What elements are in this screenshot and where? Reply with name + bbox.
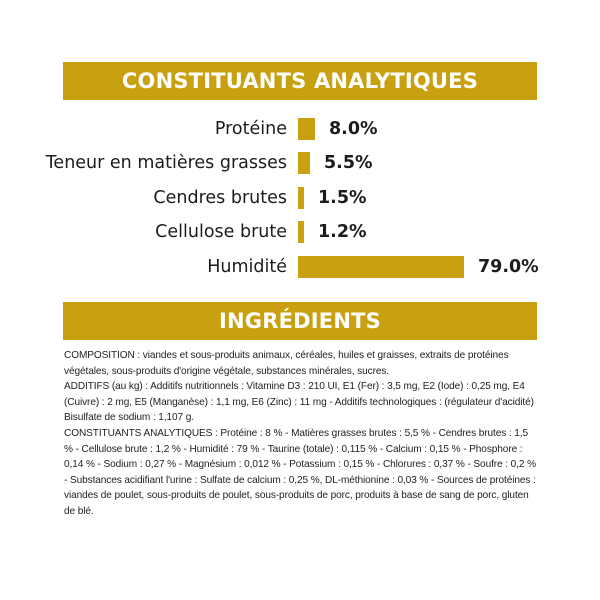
analytic-row-bar [298,152,310,174]
ingredients-heading: INGRÉDIENTS [219,309,381,333]
analytical-paragraph: CONSTITUANTS ANALYTIQUES : Protéine : 8 % - Matières grasses brutes : 5,5 % - Cendres brutes : 1,5 % - Cellulose brute : 1,2 % - Humidité : 79 % - Taurine (totale) : 0,115 % - Calcium : 0,15 % - Phosphore : 0,14 % - Sodium : 0,27 % - Magnésium : 0,012 % - Potassium : 0,15 % - Chlorures : 0,37 % - Soufre : 0,2 % - Substances acidifiant l'urine : Sulfate de calcium : 0,25 %, DL-méthionine : 0,03 % - Sources de protéines : viandes de poulet, sous-produits de poulet, sous-produits de porc, produits à base de sang de porc, gluten de blé. [64,427,536,517]
analytic-row-matieres-grasses [0,149,600,177]
analytic-row-proteine [0,115,600,143]
analytic-row-label: Humidité [207,257,287,277]
ingredients-heading-band [63,302,537,340]
analytic-row-bar [298,256,464,278]
analytic-row-humidite [0,253,600,281]
analytic-row-cellulose-brute [0,218,600,246]
additives-paragraph: ADDITIFS (au kg) : Additifs nutritionnels : Vitamine D3 : 210 UI, E1 (Fer) : 3,5 mg, E2 (Iode) : 0,25 mg, E4 (Cuivre) : 2 mg, E5 (Manganèse) : 1,1 mg, E6 (Zinc) : 11 mg - Additifs technologiques : (régulateur d'acidité) Bisulfate de sodium : 1,107 g. [64,381,534,424]
analytic-row-label: Cellulose brute [155,222,287,242]
analytic-row-bar [298,118,315,140]
analytic-row-value: 1.2% [318,222,367,242]
analytic-row-label: Teneur en matières grasses [45,153,287,173]
analytic-row-bar [298,221,304,243]
analytic-row-value: 79.0% [478,257,539,277]
ingredients-text [64,348,536,520]
analytic-row-value: 8.0% [329,119,378,139]
analytic-row-value: 1.5% [318,188,367,208]
analytic-heading-band [63,62,537,100]
analytic-row-cendres-brutes [0,184,600,212]
analytic-heading: CONSTITUANTS ANALYTIQUES [121,69,479,93]
composition-paragraph: COMPOSITION : viandes et sous-produits animaux, céréales, huiles et graisses, extraits de protéines végétales, sous-produits d'origine végétale, substances minérales, sucres. [64,350,509,377]
analytic-row-value: 5.5% [324,153,373,173]
analytic-row-bar [298,187,304,209]
analytic-row-label: Protéine [214,119,287,139]
analytic-row-label: Cendres brutes [153,188,287,208]
